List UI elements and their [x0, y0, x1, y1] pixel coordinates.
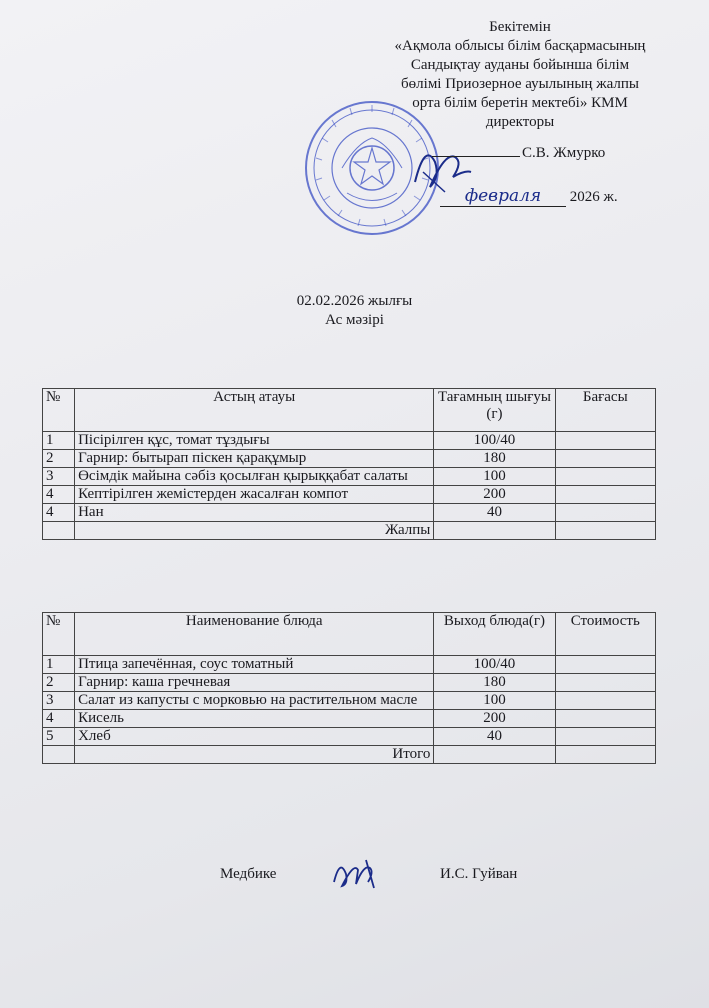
cell-price	[555, 674, 655, 692]
total-empty-cell	[43, 746, 75, 764]
cell-price	[555, 468, 655, 486]
header-output: Выход блюда(г)	[434, 613, 555, 656]
total-label: Жалпы	[75, 522, 434, 540]
cell-output: 100	[434, 692, 555, 710]
total-output-cell	[434, 746, 555, 764]
cell-price	[555, 728, 655, 746]
header-name: Наименование блюда	[75, 613, 434, 656]
total-price-cell	[555, 746, 655, 764]
cell-output: 100/40	[434, 432, 555, 450]
table-header-row	[43, 613, 656, 656]
cell-output: 200	[434, 486, 555, 504]
total-label: Итого	[75, 746, 434, 764]
menu-table-kz	[42, 388, 656, 540]
director-sign-line	[432, 145, 605, 162]
cell-output: 100/40	[434, 656, 555, 674]
cell-price	[555, 450, 655, 468]
menu-date: 02.02.2026 жылғы	[296, 293, 413, 309]
total-empty-cell	[43, 522, 75, 540]
cell-price	[555, 486, 655, 504]
cell-no: 5	[43, 728, 75, 746]
cell-name: Гарнир: каша гречневая	[75, 674, 434, 692]
cell-name: Кисель	[75, 710, 434, 728]
table-total-row	[43, 746, 656, 764]
cell-output: 100	[434, 468, 555, 486]
cell-no: 2	[43, 674, 75, 692]
approval-month: февраля	[440, 186, 566, 207]
cell-name: Пісірілген құс, томат тұздығы	[75, 432, 434, 450]
cell-no: 2	[43, 450, 75, 468]
total-price-cell	[555, 522, 655, 540]
table-row	[43, 486, 656, 504]
approval-line: Бекітемін	[489, 19, 551, 35]
cell-no: 3	[43, 692, 75, 710]
cell-name: Өсімдік майына сәбіз қосылған қырыққабат салаты	[75, 468, 434, 486]
table-row	[43, 710, 656, 728]
cell-no: 4	[43, 486, 75, 504]
total-output-cell	[434, 522, 555, 540]
cell-output: 40	[434, 728, 555, 746]
cell-price	[555, 504, 655, 522]
table-row	[43, 656, 656, 674]
table-row	[43, 468, 656, 486]
table-row	[43, 674, 656, 692]
cell-no: 1	[43, 656, 75, 674]
approval-line: орта білім беретін мектебі» КММ	[412, 95, 628, 111]
table-row	[43, 504, 656, 522]
signature-blank	[432, 156, 520, 157]
header-name: Астың атауы	[75, 389, 434, 432]
cell-name: Кептірілген жемістерден жасалған компот	[75, 486, 434, 504]
table-row	[43, 450, 656, 468]
table-total-row	[43, 522, 656, 540]
approval-date	[440, 186, 618, 207]
approval-line: Сандықтау ауданы бойынша білім	[410, 57, 630, 73]
header-price: Бағасы	[555, 389, 655, 432]
header-no: №	[43, 389, 75, 432]
table-row	[43, 692, 656, 710]
header-output: Тағамның шығуы (г)	[434, 389, 555, 432]
approval-year: 2026 ж.	[569, 189, 618, 205]
cell-name: Нан	[75, 504, 434, 522]
cell-name: Птица запечённая, соус томатный	[75, 656, 434, 674]
cell-name: Салат из капусты с морковью на растительном масле	[75, 692, 434, 710]
cell-output: 200	[434, 710, 555, 728]
cell-no: 1	[43, 432, 75, 450]
approval-line: бөлімі Приозерное ауылының жалпы	[401, 76, 639, 92]
cell-price	[555, 692, 655, 710]
cell-price	[555, 656, 655, 674]
menu-table-ru	[42, 612, 656, 764]
menu-title: Ас мәзірі	[325, 312, 384, 328]
nurse-signature-icon	[328, 852, 388, 892]
cell-price	[555, 710, 655, 728]
cell-price	[555, 432, 655, 450]
cell-no: 4	[43, 710, 75, 728]
cell-no: 3	[43, 468, 75, 486]
cell-output: 180	[434, 450, 555, 468]
cell-no: 4	[43, 504, 75, 522]
menu-heading	[0, 292, 709, 330]
table-row	[43, 728, 656, 746]
cell-output: 180	[434, 674, 555, 692]
cell-name: Хлеб	[75, 728, 434, 746]
header-price: Стоимость	[555, 613, 655, 656]
director-name: С.В. Жмурко	[522, 145, 606, 161]
table-row	[43, 432, 656, 450]
approval-line: директоры	[485, 114, 555, 130]
footer-role: Медбике	[220, 866, 277, 882]
cell-name: Гарнир: бытырап піскен қарақұмыр	[75, 450, 434, 468]
footer-name: И.С. Гуйван	[440, 866, 518, 882]
approval-line: «Ақмола облысы білім басқармасының	[394, 38, 646, 54]
header-no: №	[43, 613, 75, 656]
table-header-row	[43, 389, 656, 432]
cell-output: 40	[434, 504, 555, 522]
